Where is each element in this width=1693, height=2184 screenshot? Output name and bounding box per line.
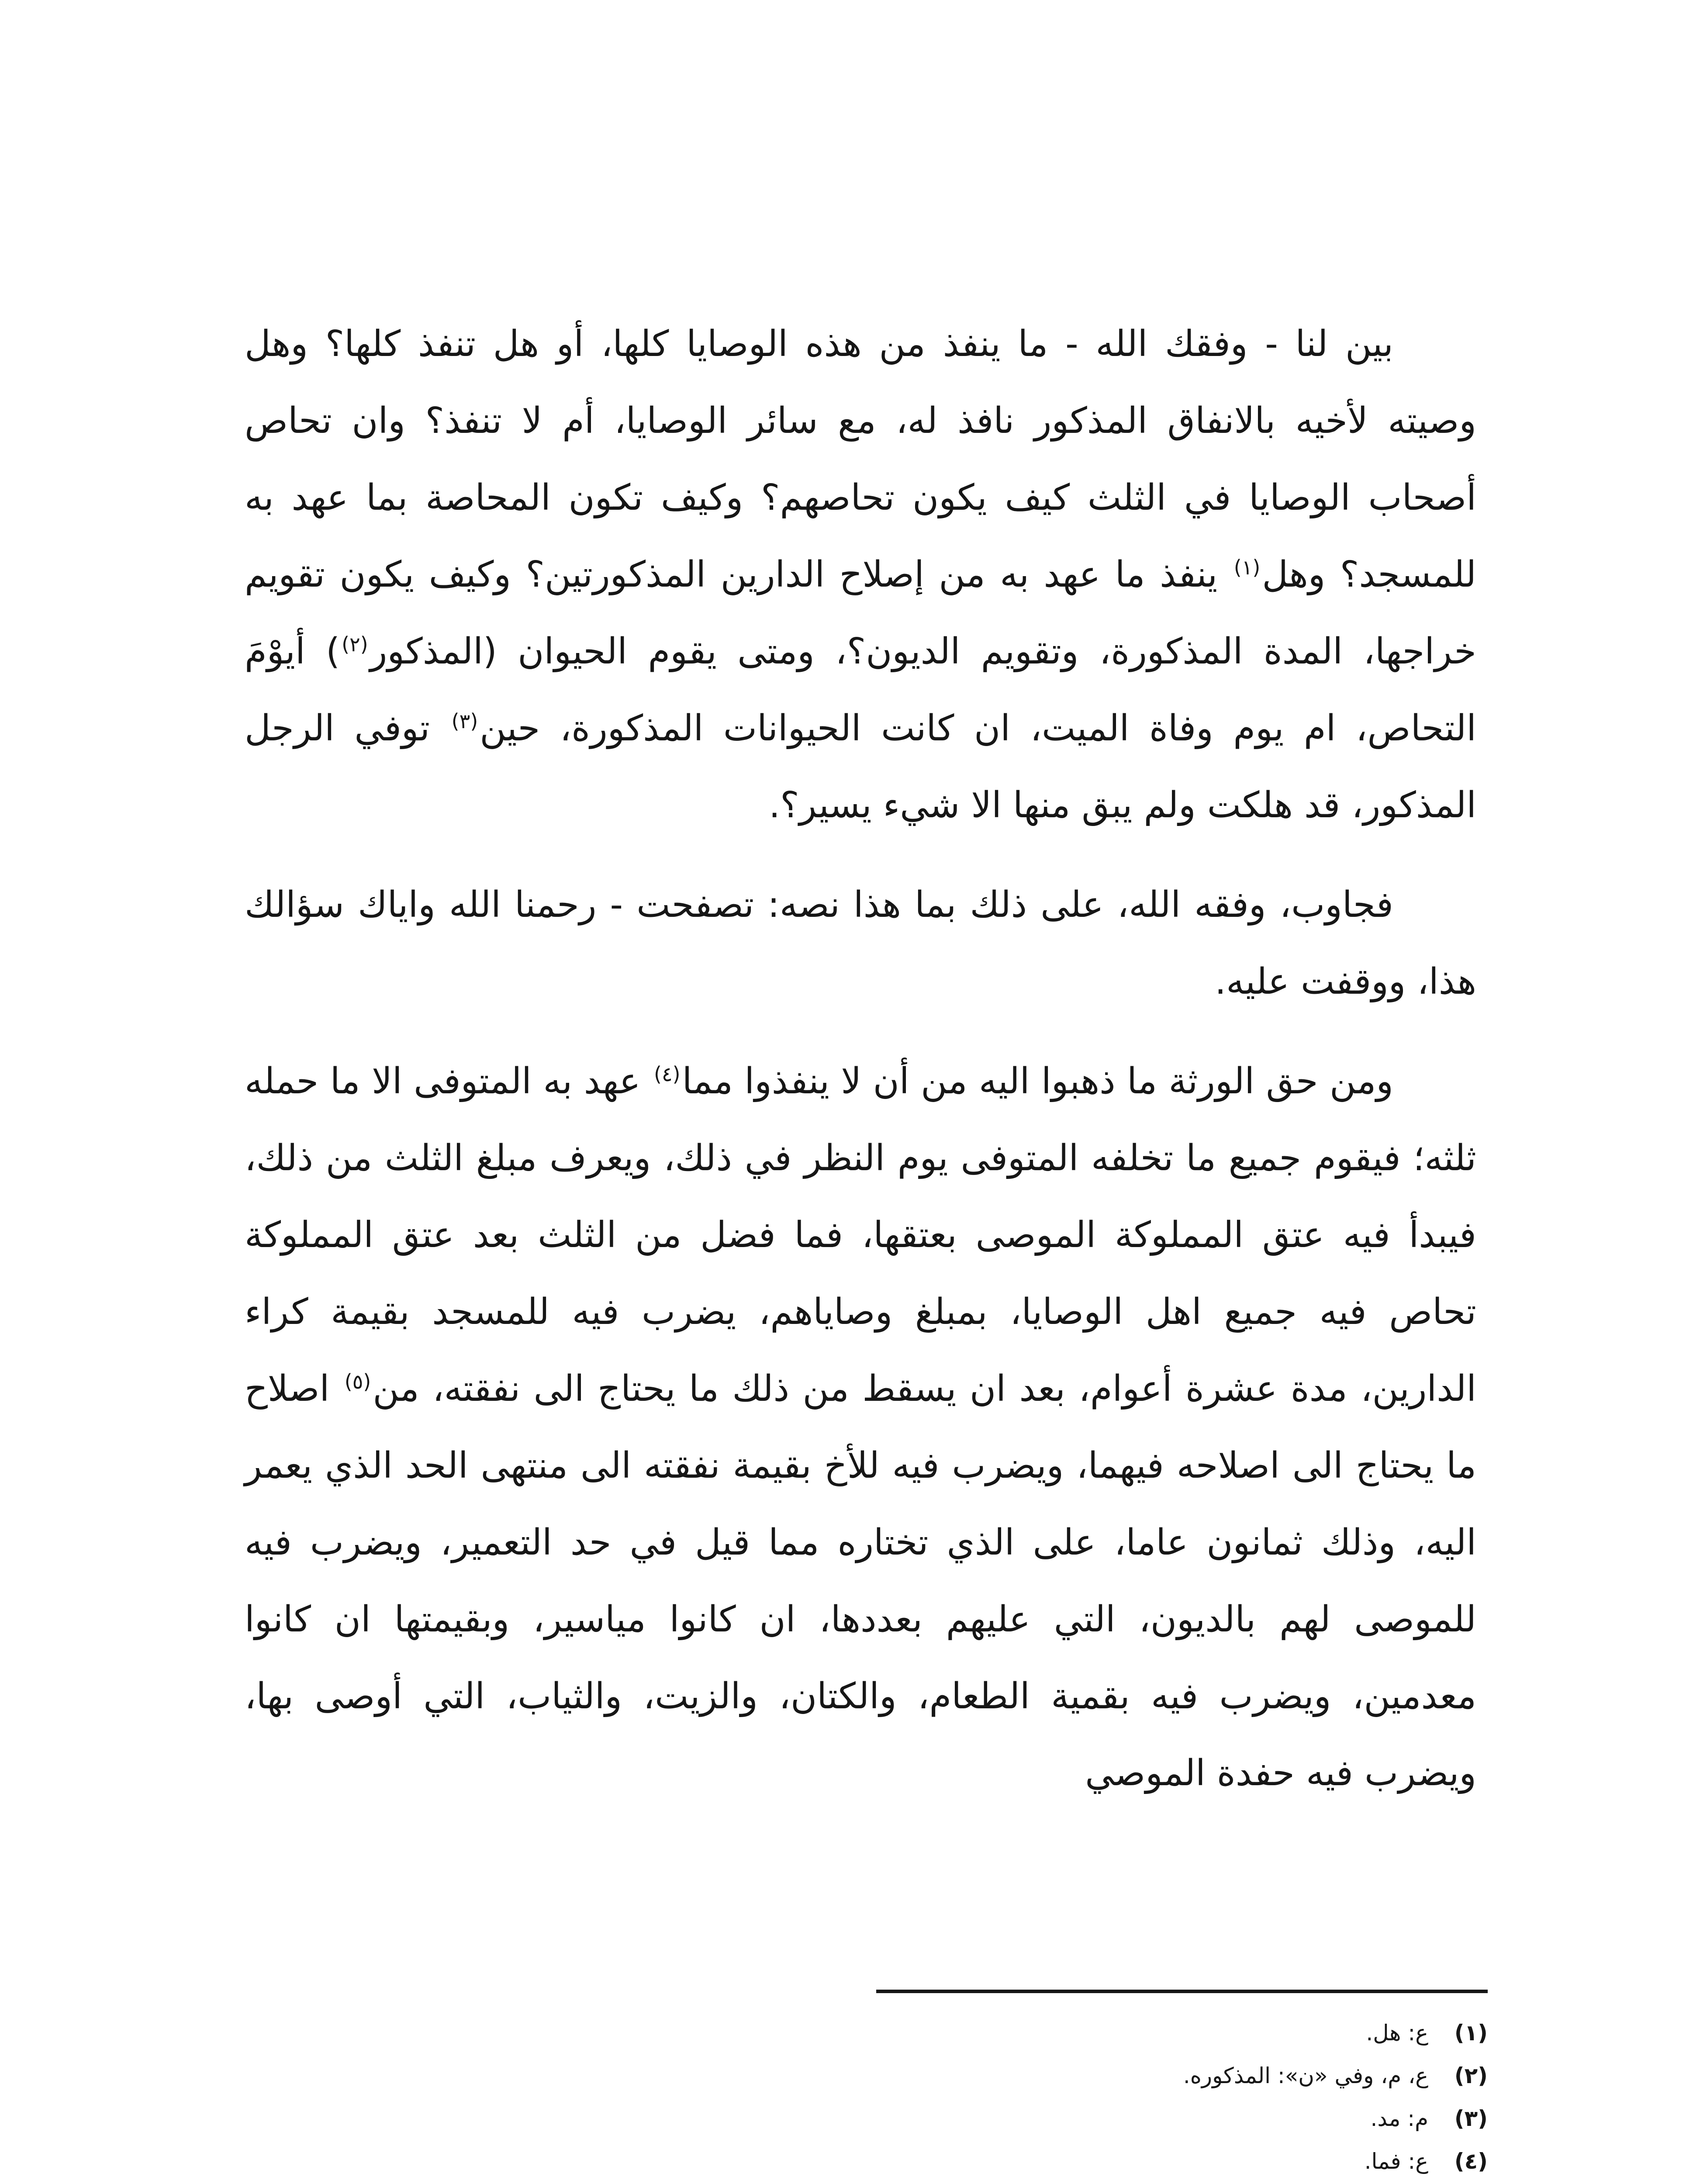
paragraph-text: ) أيوْمَ التحاص، ام يوم وفاة الميت، ان كانت الحيوانات المذكورة، حين xyxy=(245,631,1476,749)
footnote xyxy=(876,2011,1488,2054)
footnote-number: (٣) xyxy=(1454,2106,1488,2131)
footnote-ref: (٣) xyxy=(451,709,478,733)
footnote xyxy=(876,2054,1488,2097)
paragraph-answer-intro xyxy=(245,867,1476,1020)
footnote-number: (١) xyxy=(1454,2020,1488,2046)
paragraph-text: بين لنا - وفقك الله - ما ينفذ من هذه الوصايا كلها، أو هل تنفذ كلها؟ وهل وصيته لأخيه بالانفاق المذكور نافذ له، مع سائر الوصايا، أم لا تنفذ؟ وان تحاص أصحاب الوصايا في الثلث كيف يكون تحاصهم؟ وكيف تكون المحاصة بما عهد به للمسجد؟ وهل xyxy=(245,323,1476,595)
footnote xyxy=(876,2097,1488,2140)
footnote-ref: (١) xyxy=(1233,555,1261,579)
footnote-ref: (٥) xyxy=(344,1369,371,1393)
paragraph-text: ينفذ ما عهد به من إصلاح الدارين المذكورتين؟ وكيف يكون تقويم خراجها، المدة المذكورة، وتقويم الديون؟، ومتى يقوم الحيوان (المذكور xyxy=(245,554,1476,672)
paragraph-text: توفي الرجل المذكور، قد هلكت ولم يبق منها الا شيء يسير؟. xyxy=(245,708,1476,826)
footnote-number: (٢) xyxy=(1454,2063,1488,2088)
footnote-text: ع: هل. xyxy=(1366,2020,1429,2046)
paragraph-text: عهد به المتوفى الا ما حمله ثلثه؛ فيقوم جميع ما تخلفه المتوفى يوم النظر في ذلك، ويعرف مبلغ الثلث من ذلك، فيبدأ فيه عتق المملوكة الموصى بعتقها، فما فضل من الثلث بعد عتق المملوكة تحاص فيه جميع اهل الوصايا، بمبلغ وصاياهم، يضرب فيه للمسجد بقيمة كراء الدارين، مدة عشرة أعوام، بعد ان يسقط من ذلك ما يحتاج الى نفقته، من xyxy=(245,1061,1476,1410)
paragraph-question xyxy=(245,306,1476,844)
footnote xyxy=(876,2140,1488,2183)
footnote-divider xyxy=(876,1990,1488,1993)
footnote-number: (٤) xyxy=(1454,2149,1488,2174)
footnote-text: ع، م، وفي «ن»: المذكوره. xyxy=(1183,2063,1429,2088)
footnote-ref: (٤) xyxy=(654,1062,681,1086)
body-text xyxy=(245,306,1476,1835)
footnote-text: م: مد. xyxy=(1370,2106,1429,2131)
paragraph-text: اصلاح ما يحتاج الى اصلاحه فيهما، ويضرب فيه للأخ بقيمة نفقته الى منتهى الحد الذي يعمر اليه، وذلك ثمانون عاما، على الذي تختاره مما قيل في حد التعمير، ويضرب فيه للموصى لهم بالديون، التي عليهم بعددها، ان كانوا مياسير، وبقيمتها ان كانوا معدمين، ويضرب فيه بقمية الطعام، والكتان، والزيت، والثياب، التي أوصى بها، ويضرب فيه حفدة الموصي xyxy=(245,1368,1476,1794)
footnote-ref: (٢) xyxy=(342,632,368,656)
footnote-text: ع: فما. xyxy=(1364,2149,1429,2174)
footnotes xyxy=(876,2011,1488,2184)
paragraph-text: ومن حق الورثة ما ذهبوا اليه من أن لا ينفذوا مما xyxy=(682,1061,1393,1102)
paragraph-answer-ruling xyxy=(245,1043,1476,1812)
paragraph-text: فجاوب، وفقه الله، على ذلك بما هذا نصه: تصفحت - رحمنا الله واياك سؤالك هذا، ووقفت عليه. xyxy=(245,884,1476,1002)
